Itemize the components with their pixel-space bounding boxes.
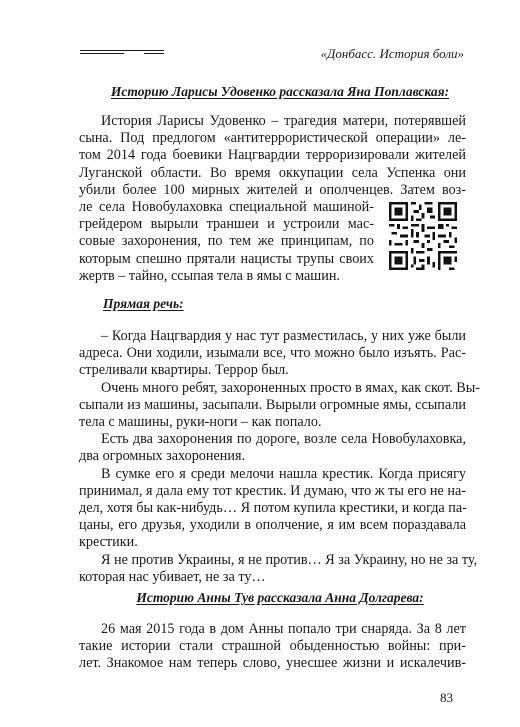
- section-heading-tuv: Историю Анны Тув рассказала Анна Долгарева:: [136, 590, 424, 605]
- text-line: 26 мая 2015 года в дом Анны попало три снаряда. За 8 лет: [101, 621, 466, 637]
- text-line: стреливали квартиры. Террор был.: [79, 362, 289, 379]
- header-rule-tail: [144, 53, 164, 54]
- text-line: Очень много ребят, захороненных просто в ямах, как скот. Вы-: [101, 379, 481, 396]
- text-line: сына. Под предлогом «антитеррористической операции» ле-: [79, 130, 466, 147]
- paragraph-speech-5: [79, 551, 478, 586]
- text-line: ле села Новобулаховка специальной машиной-: [79, 198, 374, 215]
- text-line: дел, хотя бы как-нибудь… Я потом купила крестики, и когда па-: [79, 499, 467, 516]
- text-line: Луганской области. Во время оккупации села Успенка они: [79, 164, 466, 181]
- paragraph-tuv: [79, 621, 466, 673]
- section-heading-direct-speech: Прямая речь:: [103, 296, 184, 311]
- text-line: Есть два захоронения по дороге, возле села Новобулаховка,: [101, 431, 466, 448]
- text-line: два огромных захоронения.: [79, 448, 246, 465]
- paragraph-speech-3: [79, 431, 466, 465]
- qr-code-icon: [389, 202, 457, 270]
- header-rule-long: [80, 50, 164, 51]
- text-line: – Когда Нацгвардия у нас тут разместилась, у них уже были: [101, 328, 466, 344]
- text-line: сыпали из машины, засыпали. Вырыли огромные ямы, ссыпали: [79, 396, 466, 413]
- header-rule-short: [80, 53, 124, 54]
- section-heading-udovenko: Историю Ларисы Удовенко рассказала Яна Поплавская:: [110, 84, 450, 99]
- text-line: В сумке его я среди мелочи нашла крестик. Когда присягу: [101, 465, 466, 482]
- paragraph-speech-4: [79, 466, 466, 552]
- text-line: которым спешно прятали нацисты трупы своих: [79, 250, 374, 267]
- text-line: убили более 100 мирных жителей и ополченцев. Затем воз-: [79, 181, 466, 198]
- text-line: жертв – тайно, ссыпая тела в ямы с машин.: [79, 267, 340, 284]
- text-line: тела с машины, руки-ноги – как попало.: [79, 413, 322, 430]
- text-line: грейдером вырыли траншеи и устроили мас-: [79, 216, 374, 233]
- text-line: такие истории стали страшной обыденностью войны: при-: [79, 638, 466, 655]
- text-line: адреса. Они ходили, изымали все, что можно было изъять. Рас-: [79, 345, 466, 362]
- paragraph-speech-2: [79, 379, 481, 432]
- text-line: совые захоронения, по тем же принципам, по: [79, 233, 374, 250]
- text-line: крестики.: [79, 534, 138, 551]
- running-header-title: «Донбасс. История боли»: [320, 46, 464, 61]
- text-line: История Ларисы Удовенко – трагедия матери, потерявшей: [101, 113, 466, 129]
- text-line: Я не против Украины, я не против… Я за Украину, но не за ту,: [101, 551, 478, 568]
- text-line: том 2014 года боевики Нацгвардии терроризировали жителей: [79, 147, 466, 164]
- text-line: цаны, его друзья, уходили в ополчение, я им всем пораздавала: [79, 517, 466, 534]
- text-line: принимал, я дала ему тот крестик. И думаю, что ж ты его не на-: [79, 482, 466, 499]
- text-line: которая нас убивает, не за ту…: [79, 568, 266, 585]
- text-line: лет. Знакомое нам теперь слово, унесшее жизни и искалечив-: [79, 655, 466, 672]
- paragraph-speech-1: [79, 328, 466, 380]
- page-number: 83: [440, 690, 453, 705]
